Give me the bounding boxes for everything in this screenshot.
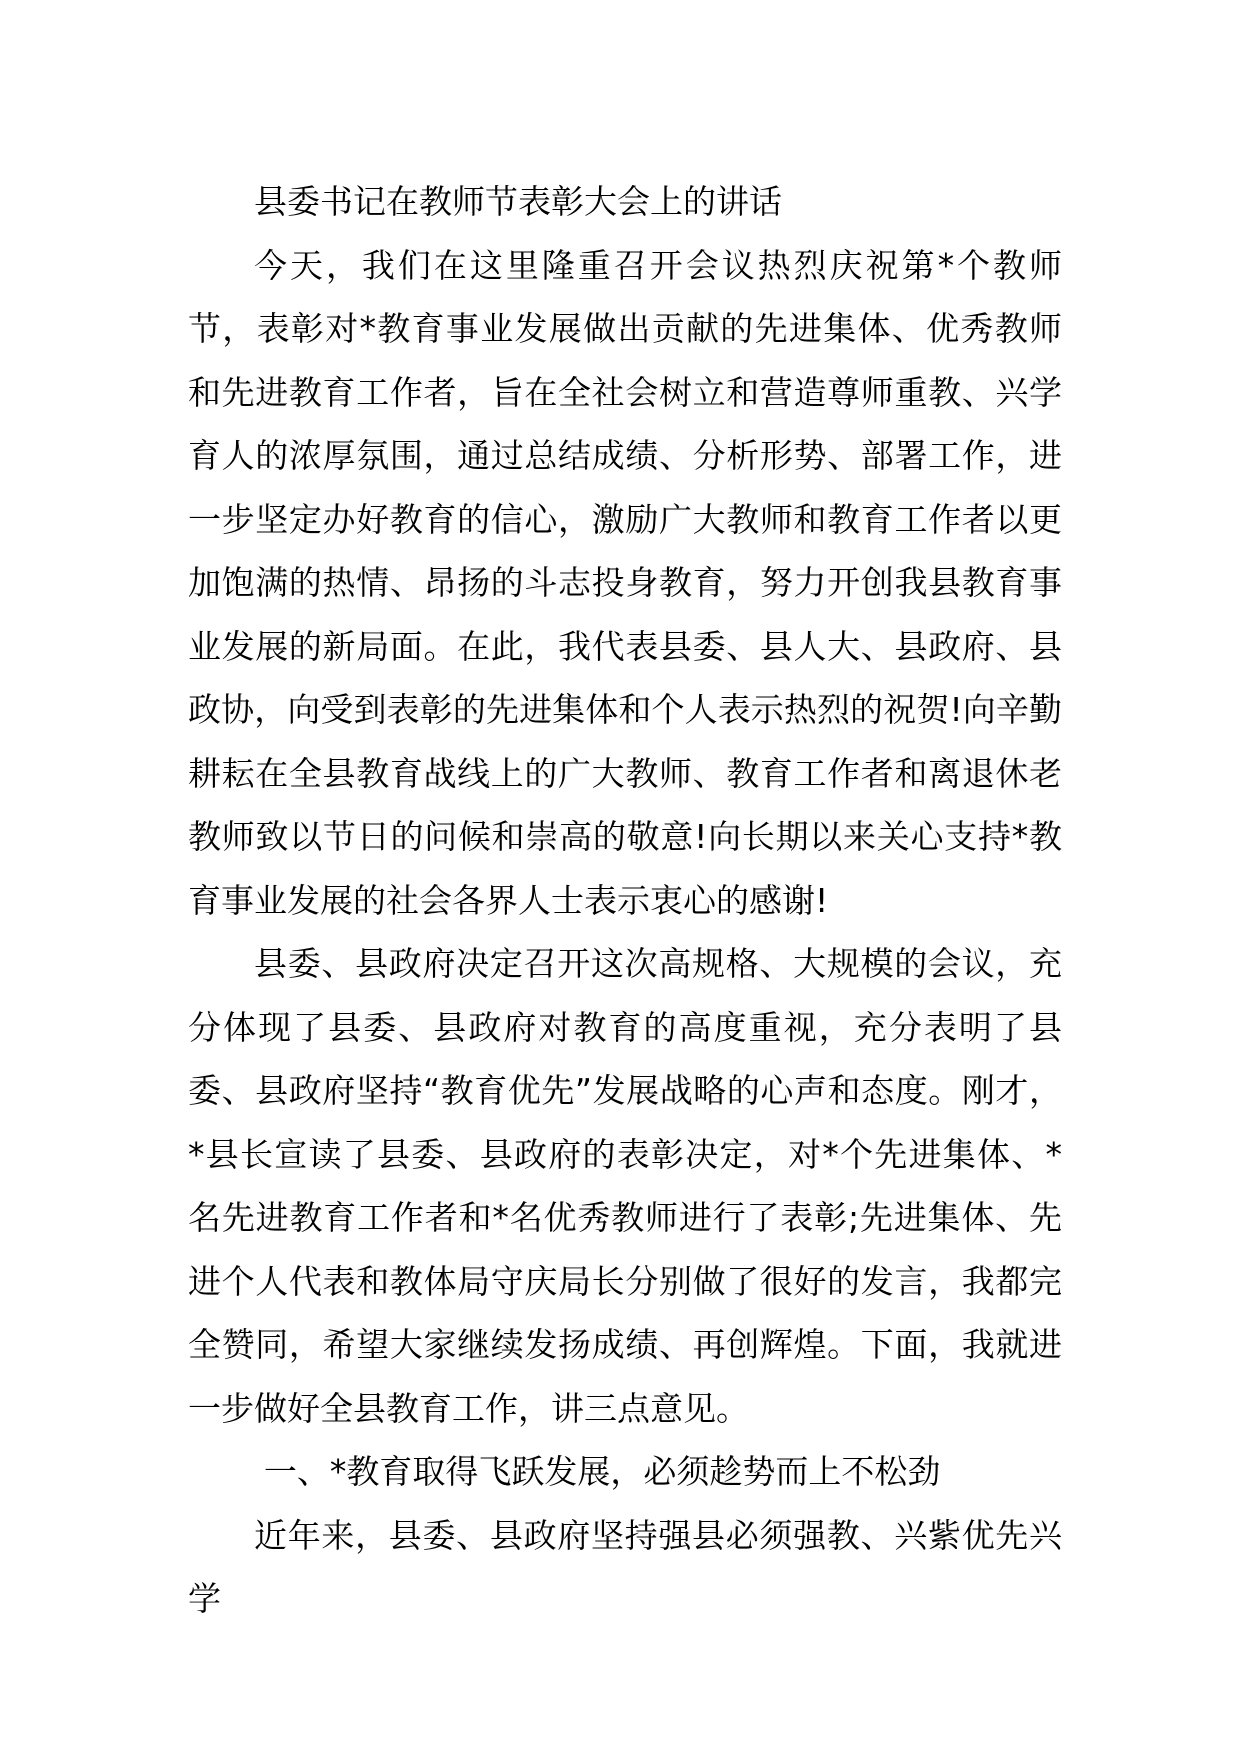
document-title: 县委书记在教师节表彰大会上的讲话 — [254, 182, 782, 221]
section-heading-one: 一、*教育取得飞跃发展，必须趁势而上不松劲 — [263, 1452, 941, 1491]
paragraph-opening: 今天，我们在这里隆重召开会议热烈庆祝第*个教师节，表彰对*教育事业发展做出贡献的先进集体、优秀教师和先进教育工作者，旨在全社会树立和营造尊师重教、兴学育人的浓厚氛围，通过总结成绩、分析形势、部署工作，进一步坚定办好教育的信心，激励广大教师和教育工作者以更加饱满的热情、昂扬的斗志投身教育，努力开创我县教育事业发展的新局面。在此，我代表县委、县人大、县政府、县政协，向受到表彰的先进集体和个人表示热烈的祝贺!向辛勤耕耘在全县教育战线上的广大教师、教育工作者和离退休老教师致以节日的问候和崇高的敬意!向长期以来关心支持*教育事业发展的社会各界人士表示衷心的感谢! — [188, 245, 1062, 920]
paragraph-section-one: 近年来，县委、县政府坚持强县必须强教、兴紫优先兴学 — [188, 1515, 1062, 1618]
paragraph-meeting-significance: 县委、县政府决定召开这次高规格、大规模的会议，充分体现了县委、县政府对教育的高度重视，充分表明了县委、县政府坚持“教育优先”发展战略的心声和态度。刚才，*县长宣读了县委、县政府的表彰决定，对*个先进集体、*名先进教育工作者和*名优秀教师进行了表彰;先进集体、先进个人代表和教体局守庆局长分别做了很好的发言，我都完全赞同，希望大家继续发扬成绩、再创辉煌。下面，我就进一步做好全县教育工作，讲三点意见。 — [188, 944, 1062, 1428]
document-body — [188, 170, 1062, 1631]
